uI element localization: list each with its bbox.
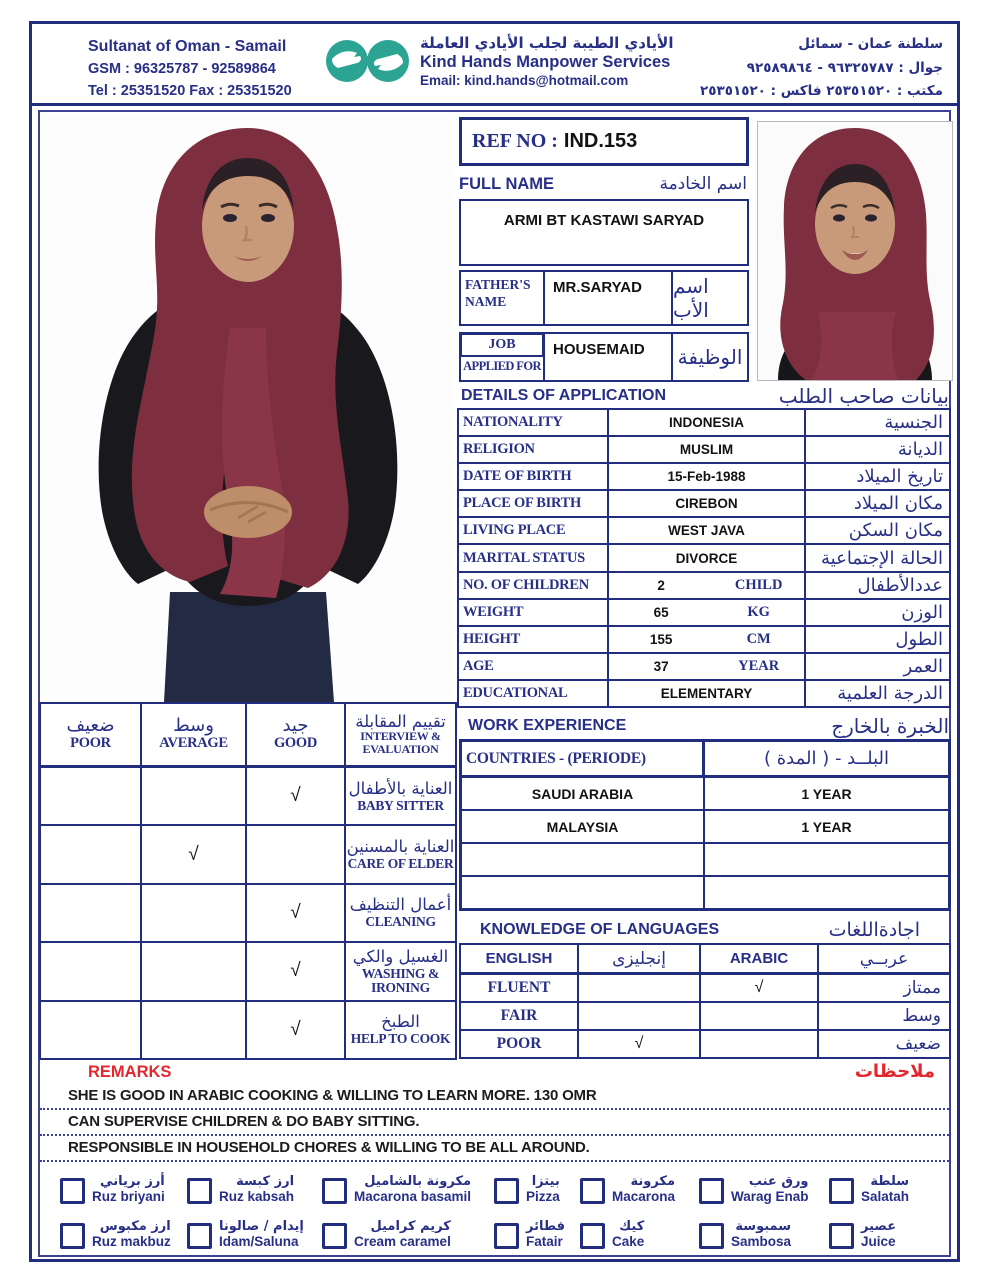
food-name-arabic: ارز مكبوس	[99, 1218, 171, 1234]
details-unit: KG	[747, 603, 770, 620]
work-experience-row	[462, 811, 948, 844]
letterhead-left	[88, 35, 292, 103]
details-value: 65	[653, 604, 669, 620]
arabic-checkmark	[701, 1031, 819, 1057]
full-name-label-arabic: اسم الخادمة	[659, 174, 747, 194]
food-item	[699, 1167, 829, 1212]
company-name-arabic: الأيادي الطيبة لجلب الأيادي العاملة	[420, 34, 674, 53]
father-name-label: FATHER'S NAME	[461, 272, 545, 324]
average-checkmark	[142, 885, 247, 941]
period-value: 1 YEAR	[801, 818, 852, 835]
english-checkmark	[579, 1003, 701, 1029]
details-label: RELIGION	[459, 437, 609, 462]
food-item	[187, 1167, 322, 1212]
food-item	[829, 1167, 947, 1212]
evaluation-row	[41, 826, 455, 884]
good-checkmark: √	[247, 1002, 346, 1058]
food-item	[322, 1167, 494, 1212]
details-title-row	[461, 384, 949, 408]
details-title: DETAILS OF APPLICATION	[461, 387, 667, 404]
languages-table	[459, 943, 951, 1059]
details-label-arabic: العمر	[903, 655, 943, 677]
details-label: PLACE OF BIRTH	[459, 491, 609, 516]
arabic-col-header: ARABIC	[701, 945, 819, 972]
work-experience-row	[462, 877, 948, 908]
work-experience-title-row	[468, 713, 949, 739]
form-body	[38, 110, 951, 1257]
remarks-line: SHE IS GOOD IN ARABIC COOKING & WILLING TO LEARN MORE. 130 OMR	[40, 1084, 949, 1110]
gsm-line: GSM : 96325787 - 92589864	[88, 61, 276, 77]
details-value-cell	[609, 627, 806, 652]
details-row	[459, 681, 949, 706]
details-label: LIVING PLACE	[459, 518, 609, 543]
skill-label: WASHING & IRONING	[361, 965, 440, 995]
food-item	[699, 1212, 829, 1257]
father-name-table	[459, 270, 749, 326]
details-row	[459, 573, 949, 600]
average-label: AVERAGE	[159, 735, 228, 752]
english-col-header: ENGLISH	[461, 945, 579, 972]
father-name-value: MR.SARYAD	[545, 272, 673, 324]
poor-checkmark	[41, 943, 142, 999]
details-value-cell	[609, 491, 806, 516]
food-name-arabic: إيدام / صالونا	[219, 1218, 304, 1234]
food-name: Ruz makbuz	[92, 1233, 171, 1249]
food-name: Juice	[861, 1233, 896, 1249]
language-level-arabic: ضعيف	[895, 1034, 941, 1054]
letterhead	[32, 24, 957, 106]
countries-header-arabic: البلــد - ( المدة )	[763, 748, 890, 769]
details-value: INDONESIA	[668, 415, 744, 431]
food-checkbox[interactable]	[322, 1223, 347, 1249]
evaluation-row	[41, 768, 455, 826]
skill-label-cell	[346, 768, 455, 824]
remarks-line: CAN SUPERVISE CHILDREN & DO BABY SITTING.	[40, 1110, 949, 1136]
food-item	[494, 1167, 580, 1212]
good-arabic: جيد	[282, 714, 309, 736]
average-checkmark: √	[142, 826, 247, 882]
details-label-arabic: مكان السكن	[848, 520, 943, 542]
arabic-checkmark: √	[701, 975, 819, 1001]
food-name: Cake	[612, 1233, 645, 1249]
evaluation-rows	[41, 768, 455, 1058]
details-label-arabic: تاريخ الميلاد	[856, 466, 943, 488]
period-value	[705, 844, 948, 875]
food-name-arabic: عصير	[861, 1218, 897, 1234]
evaluation-table	[39, 702, 457, 1060]
details-label: AGE	[459, 654, 609, 679]
languages-title: KNOWLEDGE OF LANGUAGES	[480, 921, 720, 938]
language-row	[461, 975, 949, 1003]
remarks-line: RESPONSIBLE IN HOUSEHOLD CHORES & WILLING TO BE ALL AROUND.	[40, 1136, 949, 1162]
skill-label: BABY SITTER	[357, 797, 444, 813]
details-value-cell	[609, 518, 806, 543]
details-row	[459, 437, 949, 464]
country-value	[462, 844, 705, 875]
food-checkbox[interactable]	[699, 1223, 724, 1249]
details-label: HEIGHT	[459, 627, 609, 652]
details-value-cell	[609, 410, 806, 435]
food-checkbox[interactable]	[829, 1178, 854, 1204]
job-arabic: الوظيفة	[677, 345, 743, 369]
work-experience-header	[462, 742, 948, 778]
details-label-arabic: عددالأطفال	[857, 574, 943, 596]
father-name-arabic: اسم الأب	[673, 274, 709, 322]
food-checkbox[interactable]	[60, 1178, 85, 1204]
food-item	[580, 1167, 699, 1212]
details-label: WEIGHT	[459, 600, 609, 625]
details-value: 37	[653, 658, 669, 674]
company-name: Kind Hands Manpower Services	[420, 53, 671, 72]
full-name-value: ARMI BT KASTAWI SARYAD	[459, 199, 749, 266]
food-name: Ruz kabsah	[219, 1188, 295, 1204]
document-frame	[29, 21, 960, 1262]
work-experience-rows	[462, 778, 948, 908]
good-checkmark	[247, 826, 346, 882]
details-value: 2	[657, 577, 665, 593]
work-experience-title: WORK EXPERIENCE	[468, 717, 627, 734]
poor-col-header	[41, 704, 142, 765]
language-level-arabic: وسط	[902, 1006, 941, 1026]
details-value: ELEMENTARY	[660, 685, 753, 701]
country-value	[462, 877, 705, 908]
food-name-arabic: سلطة	[870, 1173, 910, 1189]
skill-label: HELP TO COOK	[350, 1031, 451, 1047]
food-name: Warag Enab	[731, 1188, 809, 1204]
food-checkbox[interactable]	[494, 1178, 519, 1204]
gsm-line-arabic: جوال : ٩٦٣٢٥٧٨٧ - ٩٢٥٨٩٨٦٤	[746, 59, 943, 76]
details-value-cell	[609, 654, 806, 679]
details-row	[459, 491, 949, 518]
food-checkbox[interactable]	[580, 1178, 605, 1204]
good-checkmark: √	[247, 885, 346, 941]
skill-arabic: العناية بالمسنين	[346, 837, 455, 857]
details-value: MUSLIM	[679, 442, 734, 458]
food-name-arabic: مكرونة	[630, 1173, 676, 1189]
food-name: Salatah	[861, 1188, 910, 1204]
evaluation-title-cell	[346, 704, 455, 765]
evaluation-title-arabic: تقييم المقابلة	[355, 711, 446, 731]
food-name-arabic: بيتزا	[531, 1173, 560, 1189]
details-value-cell	[609, 681, 806, 706]
details-value: 155	[649, 631, 673, 647]
average-col-header	[142, 704, 247, 765]
languages-header	[461, 945, 949, 975]
ref-no-value: IND.153	[563, 130, 638, 152]
food-checkbox[interactable]	[580, 1223, 605, 1249]
evaluation-row	[41, 885, 455, 943]
remarks-section	[40, 1061, 949, 1162]
evaluation-header	[41, 704, 455, 768]
details-row	[459, 464, 949, 491]
food-name: Macarona basamil	[354, 1188, 472, 1204]
work-experience-row	[462, 844, 948, 877]
food-checkbox[interactable]	[699, 1178, 724, 1204]
poor-checkmark	[41, 1002, 142, 1058]
details-row	[459, 518, 949, 545]
details-title-arabic: بيانات صاحب الطلب	[778, 384, 949, 408]
skill-label-cell	[346, 885, 455, 941]
period-value	[705, 877, 948, 908]
food-name-arabic: كيك	[619, 1218, 645, 1234]
food-name-arabic: ورق عنب	[748, 1173, 809, 1189]
food-checkbox[interactable]	[187, 1178, 212, 1204]
food-name-arabic: ارز كبسة	[236, 1173, 295, 1189]
details-value-cell	[609, 600, 806, 625]
job-value: HOUSEMAID	[545, 334, 673, 380]
food-name: Fatair	[526, 1233, 563, 1249]
food-checkbox[interactable]	[494, 1223, 519, 1249]
food-item	[322, 1212, 494, 1257]
skill-arabic: العناية بالأطفال	[348, 778, 453, 798]
countries-header: COUNTRIES - (PERIODE)	[462, 742, 705, 775]
details-row	[459, 627, 949, 654]
language-row	[461, 1031, 949, 1057]
details-value: WEST JAVA	[668, 523, 745, 539]
details-row	[459, 654, 949, 681]
language-level-arabic: ممتاز	[903, 978, 941, 998]
arabic-col-header-arabic: عربــي	[859, 948, 909, 969]
details-value-cell	[609, 437, 806, 462]
average-checkmark	[142, 768, 247, 824]
food-item	[494, 1212, 580, 1257]
average-checkmark	[142, 943, 247, 999]
skill-arabic: الغسيل والكي	[352, 946, 449, 966]
full-name-label: FULL NAME	[459, 174, 555, 193]
remarks-label-arabic: ملاحظات	[854, 1061, 935, 1082]
food-name: Macarona	[612, 1188, 676, 1204]
english-checkmark	[579, 975, 701, 1001]
food-item	[60, 1212, 187, 1257]
applicant-photo-image	[42, 114, 454, 702]
skill-label: CLEANING	[365, 914, 436, 930]
average-checkmark	[142, 1002, 247, 1058]
details-label: DATE OF BIRTH	[459, 464, 609, 489]
work-experience-row	[462, 778, 948, 811]
office-fax-line-arabic: مكتب : ٢٥٣٥١٥٢٠ فاكس : ٢٥٣٥١٥٢٠	[700, 83, 943, 100]
skill-arabic: الطبخ	[381, 1012, 420, 1032]
remarks-lines	[40, 1084, 949, 1162]
country-value: SAUDI ARABIA	[462, 778, 705, 809]
good-checkmark: √	[247, 768, 346, 824]
work-experience-table	[459, 739, 951, 911]
good-col-header	[247, 704, 346, 765]
details-value-cell	[609, 545, 806, 570]
food-name: Ruz briyani	[92, 1188, 165, 1204]
language-row	[461, 1003, 949, 1031]
tel-fax-line: Tel : 25351520 Fax : 25351520	[88, 82, 292, 99]
remarks-label: REMARKS	[88, 1063, 172, 1081]
period-value: 1 YEAR	[801, 785, 852, 802]
food-checkbox[interactable]	[187, 1223, 212, 1249]
skill-arabic: أعمال التنظيف	[349, 895, 452, 915]
details-value: 15-Feb-1988	[667, 469, 746, 485]
applied-for-label: APPLIED FOR	[463, 359, 541, 373]
job-table	[459, 332, 749, 382]
details-label-arabic: الحالة الإجتماعية	[821, 547, 943, 569]
poor-checkmark	[41, 768, 142, 824]
ref-no-label: REF NO :	[472, 130, 558, 152]
details-row	[459, 600, 949, 627]
evaluation-title: INTERVIEW & EVALUATION	[360, 728, 441, 757]
food-item	[580, 1212, 699, 1257]
job-label: JOB	[460, 333, 544, 357]
food-name: Idam/Saluna	[219, 1233, 299, 1249]
food-item	[187, 1212, 322, 1257]
company-logo-hands-icon	[324, 32, 412, 90]
arabic-checkmark	[701, 1003, 819, 1029]
languages-title-arabic: اجادةاللغات	[828, 919, 920, 941]
language-level-label: FAIR	[461, 1003, 579, 1029]
details-value-cell	[609, 573, 806, 598]
food-checklist	[40, 1164, 949, 1257]
details-label: NO. OF CHILDREN	[459, 573, 609, 598]
evaluation-row	[41, 1002, 455, 1058]
location-line-arabic: سلطنة عمان - سمائل	[798, 36, 943, 52]
food-item	[60, 1167, 187, 1212]
letterhead-right	[700, 33, 943, 104]
skill-label: CARE OF ELDER	[347, 856, 454, 871]
company-email: Email: kind.hands@hotmail.com	[420, 72, 629, 88]
details-unit: CM	[746, 630, 771, 647]
details-value: CIREBON	[675, 496, 738, 512]
food-checkbox[interactable]	[829, 1223, 854, 1249]
food-name: Sambosa	[731, 1233, 792, 1249]
details-label-arabic: الطول	[895, 628, 943, 650]
details-label: NATIONALITY	[459, 410, 609, 435]
language-level-label: POOR	[461, 1031, 579, 1057]
evaluation-row	[41, 943, 455, 1001]
english-checkmark: √	[579, 1031, 701, 1057]
details-label-arabic: الدرجة العلمية	[837, 682, 943, 704]
work-experience-title-arabic: الخبرة بالخارج	[831, 714, 949, 738]
country-value: MALAYSIA	[462, 811, 705, 842]
food-name: Cream caramel	[354, 1233, 451, 1249]
skill-label-cell	[346, 826, 455, 882]
details-row	[459, 410, 949, 437]
details-value-cell	[609, 464, 806, 489]
ref-no-box	[459, 117, 749, 166]
poor-label: POOR	[70, 735, 111, 752]
english-col-header-arabic: إنجليزى	[579, 945, 701, 972]
applicant-photo	[42, 114, 454, 702]
details-unit: CHILD	[734, 576, 783, 593]
poor-arabic: ضعيف	[66, 714, 115, 736]
food-name: Pizza	[526, 1188, 560, 1204]
skill-label-cell	[346, 943, 455, 999]
details-row	[459, 545, 949, 572]
good-label: GOOD	[273, 735, 318, 752]
details-label-arabic: مكان الميلاد	[853, 493, 943, 515]
remarks-header	[40, 1061, 949, 1084]
language-level-label: FLUENT	[461, 975, 579, 1001]
food-item	[829, 1212, 947, 1257]
applicant-portrait	[757, 121, 953, 381]
location-line: Sultanat of Oman - Samail	[88, 38, 287, 55]
details-unit: YEAR	[738, 657, 780, 674]
food-name-arabic: مكرونة بالشاميل	[364, 1173, 472, 1189]
skill-label-cell	[346, 1002, 455, 1058]
details-table	[457, 408, 951, 708]
details-label-arabic: الديانة	[897, 439, 943, 461]
food-name-arabic: فطائر	[526, 1218, 566, 1234]
poor-checkmark	[41, 885, 142, 941]
letterhead-center	[324, 32, 673, 90]
food-checkbox[interactable]	[322, 1178, 347, 1204]
average-arabic: وسط	[173, 714, 214, 736]
details-label-arabic: الجنسية	[884, 412, 943, 434]
full-name-row	[459, 170, 749, 198]
good-checkmark: √	[247, 943, 346, 999]
food-name-arabic: سمبوسة	[735, 1218, 792, 1234]
poor-checkmark	[41, 826, 142, 882]
food-checkbox[interactable]	[60, 1223, 85, 1249]
details-label: MARITAL STATUS	[459, 545, 609, 570]
languages-title-row	[480, 917, 920, 943]
food-name-arabic: أرز برياني	[100, 1173, 165, 1189]
details-label: EDUCATIONAL	[459, 681, 609, 706]
details-label-arabic: الوزن	[901, 601, 943, 623]
food-name-arabic: كريم كراميل	[370, 1218, 451, 1234]
details-value: DIVORCE	[675, 550, 738, 566]
languages-rows	[461, 975, 949, 1057]
applicant-portrait-image	[758, 122, 952, 380]
